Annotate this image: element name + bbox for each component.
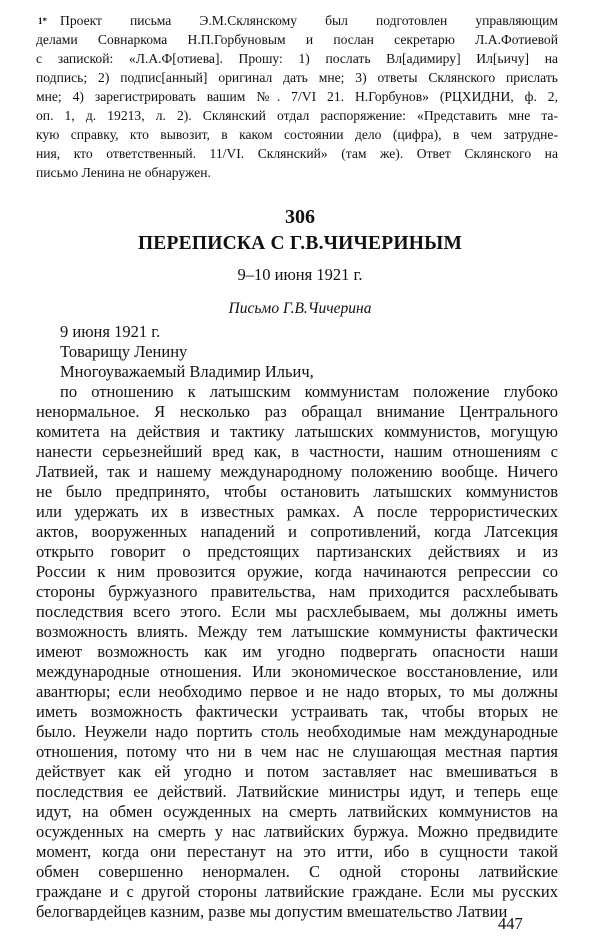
body-line: иметь возможность фактически устраивать так, чтобы вторых не xyxy=(36,702,558,721)
body-line: открыто говорит о предстоящих партизанских действиях и из xyxy=(36,542,558,561)
body-line: последствия всего этого. Если мы расхлебываем, мы должны иметь xyxy=(36,602,558,621)
body-line: стороны буржуазного правительства, нам приходится расхлебывать xyxy=(36,582,558,601)
footnote-line: подпись; 2) подпис[анный] оригинал дать мне; 3) ответы Склянского прислать xyxy=(36,70,558,85)
document-subtitle: Письмо Г.В.Чичерина xyxy=(228,300,372,317)
body-line: по отношению к латышским коммунистам положение глубоко xyxy=(60,382,558,401)
body-line: нанести серьезнейший вред как, в частности, нашим отношениям с xyxy=(36,442,558,461)
page-number: 447 xyxy=(498,914,523,933)
document-number: 306 xyxy=(285,206,315,228)
footnote-line: с запиской: «Л.А.Ф[отиева]. Прошу: 1) послать Вл[адимиру] Ил[ьичу] на xyxy=(36,51,558,66)
document-title: ПЕРЕПИСКА С Г.В.ЧИЧЕРИНЫМ xyxy=(137,233,463,254)
body-line: актов, вооруженных нападений и сопротивлений, когда Латсекция xyxy=(36,522,558,541)
body-line: ненормальное. Я несколько раз обращал внимание Центрального xyxy=(36,402,558,421)
body-line: или удержать их в известных рамках. А после террористических xyxy=(36,502,558,521)
footnote-line: Проект письма Э.М.Склянскому был подготовлен управляющим xyxy=(60,13,558,28)
body-line: возможность влиять. Между тем латышские коммунисты фактически xyxy=(36,622,558,641)
body-line: обмен совершенно ненормален. С одной стороны латвийские xyxy=(36,862,558,881)
letter-salutation: Многоуважаемый Владимир Ильич, xyxy=(60,362,314,381)
footnote-line: оп. 1, д. 19213, л. 2). Склянский отдал распоряжение: «Представить мне та- xyxy=(36,108,558,123)
body-line: идут, на обмен осужденных на смерть латвийских коммунистов на xyxy=(36,802,558,821)
footnote-line: делами Совнаркома Н.П.Горбуновым и послан секретарю Л.А.Фотиевой xyxy=(36,32,558,47)
footnote-line: ния, кто ответственный. 11/VI. Склянский» (там же). Ответ Склянского на xyxy=(36,146,558,161)
body-line: Латвией, так и нашему международному положению вообще. Ничего xyxy=(36,462,558,481)
body-line: комитета на действия и тактику латышских коммунистов, могущую xyxy=(36,422,558,441)
document-date: 9–10 июня 1921 г. xyxy=(237,265,363,284)
body-line: международные отношения. Или экономическое восстановление, или xyxy=(36,662,558,681)
footnote-marker: 1* xyxy=(38,16,47,26)
footnote-line: кую справку, кто вывозит, в каком состоянии дело (цифра), в чем затрудне- xyxy=(36,127,558,142)
body-line: осужденных на смерть у нас латвийских буржуа. Можно предвидите xyxy=(36,822,558,841)
letter-date: 9 июня 1921 г. xyxy=(60,322,161,341)
body-line: действует как ей угодно и потом заставляет нас вмешиваться в xyxy=(36,762,558,781)
body-line: авантюры; если необходимо первое и не надо вторых, то мы должны xyxy=(36,682,558,701)
body-line: граждане и с другой стороны латвийские граждане. Если мы русских xyxy=(36,882,558,901)
body-line: последствия ее действий. Латвийские министры идут, и теперь еще xyxy=(36,782,558,801)
body-line: России к ним провозится оружие, когда начинаются репрессии со xyxy=(36,562,558,581)
body-line: отношения, потому что ни в чем нас не слушающая местная партия xyxy=(36,742,558,761)
letter-addressee: Товарищу Ленину xyxy=(60,342,188,361)
body-line: не было предпринято, чтобы остановить латышских коммунистов xyxy=(36,482,558,501)
body-line: белогвардейцев казним, разве мы допустим вмешательство Латвии xyxy=(36,902,508,921)
body-line: момент, когда они перестанут на это итти, ибо в сущности такой xyxy=(36,842,558,861)
footnote-line: мне; 4) зарегистрировать вашим №. 7/VI 21. Н.Горбунов» (РЦХИДНИ, ф. 2, xyxy=(36,89,558,104)
footnote-line: письмо Ленина не обнаружен. xyxy=(36,165,211,180)
body-line: имеют возможность как им угодно подвергать опасности наши xyxy=(36,642,558,661)
body-line: было. Неужели надо портить столь необходимые нам международные xyxy=(36,722,558,741)
